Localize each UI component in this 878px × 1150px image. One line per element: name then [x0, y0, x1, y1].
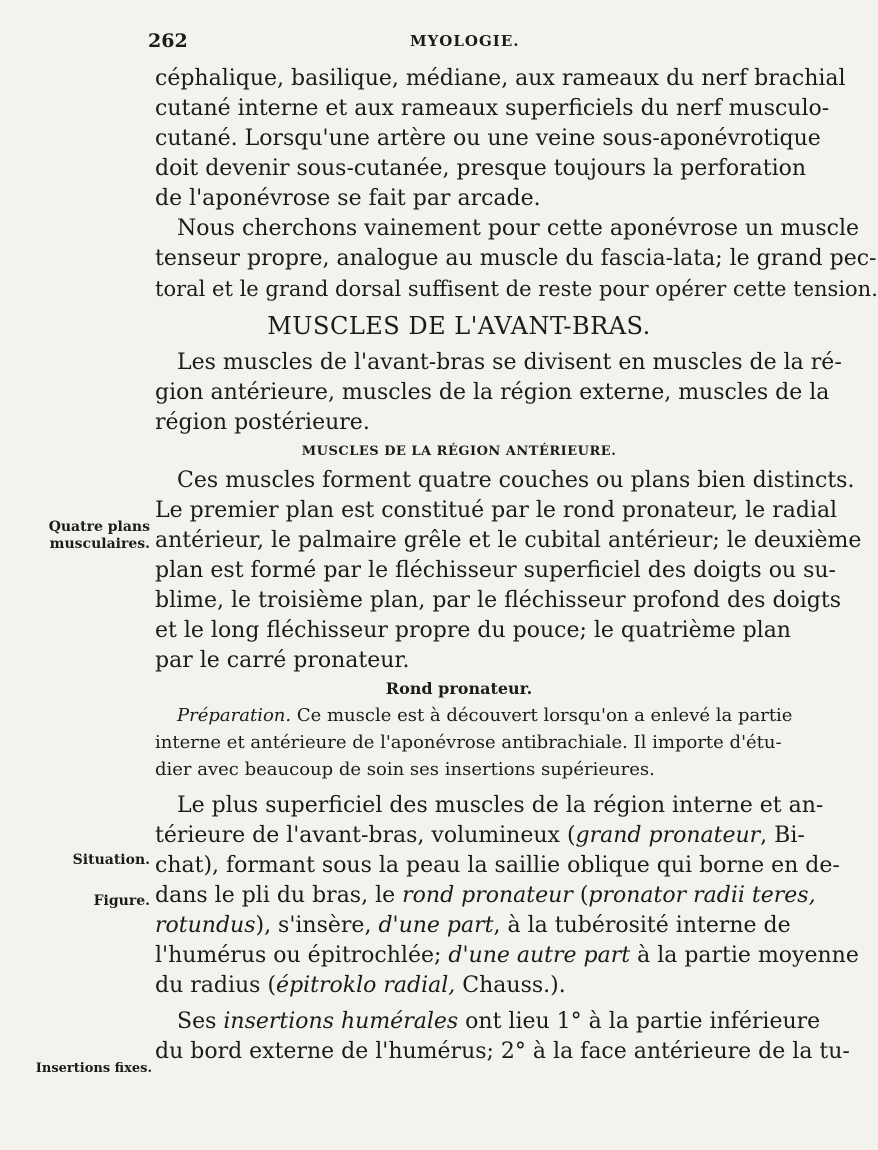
text-run: ), s'insère,: [255, 913, 379, 938]
prep-text: Ce muscle est à découvert lorsqu'on a enlevé la partie: [291, 705, 793, 726]
italic-run: d'une autre part: [448, 943, 631, 968]
text-line: toral et le grand dorsal suffisent de reste pour opérer cette tension.: [155, 277, 878, 301]
text-line: [155, 1007, 821, 1037]
text-line: dier avec beaucoup de soin ses insertions supérieures.: [155, 759, 655, 780]
page-body: [155, 64, 878, 1067]
italic-run: grand pronateur: [575, 823, 761, 848]
text-run: du radius (: [155, 973, 277, 998]
margin-note-quatre-plans: [24, 519, 150, 553]
text-line: [155, 941, 859, 971]
italic-run: rotundus: [155, 913, 256, 938]
text-line: tenseur propre, analogue au muscle du fascia-lata; le grand pec-: [155, 246, 877, 271]
section-title: MUSCLES DE L'AVANT-BRAS.: [267, 312, 651, 340]
text-line: [155, 971, 763, 1001]
text-line: Les muscles de l'avant-bras se divisent en muscles de la ré-: [177, 350, 842, 375]
text-line: Ces muscles forment quatre couches ou plans bien distincts.: [177, 468, 855, 493]
muscle-title: Rond pronateur.: [385, 679, 533, 698]
margin-note-situation: Situation.: [72, 852, 150, 868]
text-line: Nous cherchons vainement pour cette aponévrose un muscle: [177, 216, 860, 241]
text-line: doit devenir sous-cutanée, presque toujours la perforation: [155, 156, 807, 181]
italic-run: insertions humérales: [223, 1009, 459, 1034]
italic-run: épitroklo radial,: [276, 973, 456, 998]
italic-run: d'une part: [378, 913, 494, 938]
text-line: de l'aponévrose se fait par arcade.: [155, 186, 541, 211]
text-line: interne et antérieure de l'aponévrose antibrachiale. Il importe d'étu-: [155, 732, 782, 753]
text-line: cutané. Lorsqu'une artère ou une veine sous-aponévrotique: [155, 126, 821, 151]
text-line: Le plus superficiel des muscles de la région interne et an-: [177, 793, 824, 818]
text-run: , Bi-: [760, 823, 805, 848]
text-line: du bord externe de l'humérus; 2° à la face antérieure de la tu-: [155, 1039, 850, 1064]
text-run: à la partie moyenne: [630, 943, 859, 968]
prep-label: Préparation.: [177, 705, 292, 726]
italic-run: pronator radii teres,: [588, 883, 816, 908]
margin-note-insertions: Insertions fixes.: [35, 1061, 152, 1076]
text-run: l'humérus ou épitrochlée;: [155, 943, 449, 968]
text-line: Le premier plan est constitué par le rond pronateur, le radial: [155, 498, 838, 523]
text-line: région postérieure.: [155, 410, 370, 435]
text-line: [155, 911, 791, 941]
text-run: dans le pli du bras, le: [155, 883, 403, 908]
text-run: , à la tubérosité interne de: [493, 913, 791, 938]
text-line: plan est formé par le fléchisseur superficiel des doigts ou su-: [155, 558, 836, 583]
text-line: antérieur, le palmaire grêle et le cubital antérieur; le deuxième: [155, 528, 862, 553]
text-line: cutané interne et aux rameaux superficiels du nerf musculo-: [155, 96, 830, 121]
text-line: et le long fléchisseur propre du pouce; le quatrième plan: [155, 618, 791, 643]
text-line: gion antérieure, muscles de la région externe, muscles de la: [155, 380, 830, 405]
italic-run: rond pronateur: [402, 883, 573, 908]
text-run: Chauss.).: [455, 973, 566, 998]
text-line: [155, 821, 805, 851]
subsection-title: MUSCLES DE LA RÉGION ANTÉRIEURE.: [301, 444, 617, 459]
text-run: térieure de l'avant-bras, volumineux (: [155, 823, 576, 848]
text-line: [155, 881, 816, 911]
page-number: 262: [148, 30, 188, 52]
running-title: MYOLOGIE.: [410, 32, 520, 50]
margin-note-figure: Figure.: [93, 893, 150, 909]
text-line: chat), formant sous la peau la saillie oblique qui borne en de-: [155, 853, 840, 878]
text-line: céphalique, basilique, médiane, aux rameaux du nerf brachial: [155, 66, 846, 91]
text-line: par le carré pronateur.: [155, 648, 410, 673]
text-run: ont lieu 1° à la partie inférieure: [458, 1009, 821, 1034]
text-run: (: [572, 883, 589, 908]
text-line: [155, 702, 793, 729]
text-line: blime, le troisième plan, par le fléchisseur profond des doigts: [155, 588, 842, 613]
margin-note-text: Quatre plans musculaires.: [48, 519, 150, 552]
page-header: [148, 30, 760, 56]
text-run: Ses: [177, 1009, 224, 1034]
